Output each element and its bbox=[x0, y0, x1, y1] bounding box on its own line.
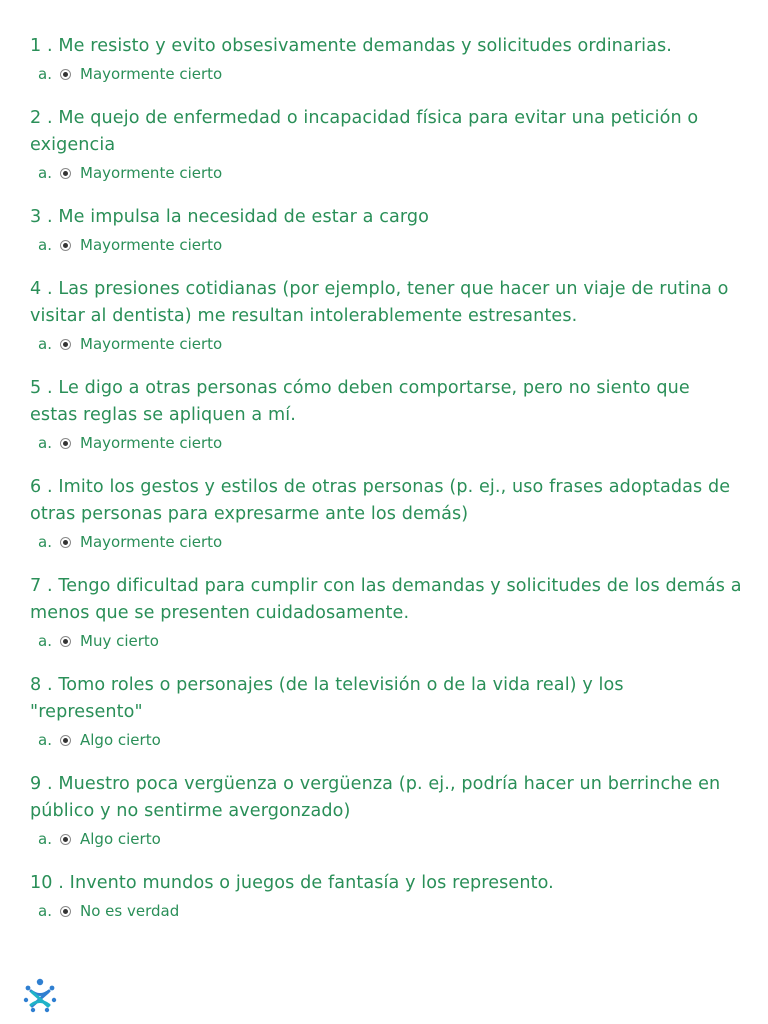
option-letter: a. bbox=[38, 434, 52, 452]
option-letter: a. bbox=[38, 335, 52, 353]
question-text: 3 . Me impulsa la necesidad de estar a cargo bbox=[30, 207, 430, 227]
question-text: 10 . Invento mundos o juegos de fantasía y los represento. bbox=[30, 873, 554, 893]
option-letter: a. bbox=[38, 632, 52, 650]
radio-selected-icon[interactable] bbox=[60, 69, 71, 80]
answer-label: Mayormente cierto bbox=[80, 335, 223, 353]
answer-label: Mayormente cierto bbox=[80, 65, 223, 83]
question-item bbox=[30, 105, 742, 183]
question-text: 1 . Me resisto y evito obsesivamente demandas y solicitudes ordinarias. bbox=[30, 36, 672, 56]
option-letter: a. bbox=[38, 902, 52, 920]
question-item bbox=[30, 375, 742, 453]
answer-label: Mayormente cierto bbox=[80, 236, 223, 254]
answer-option[interactable] bbox=[30, 631, 742, 651]
answer-label: Algo cierto bbox=[80, 830, 161, 848]
option-letter: a. bbox=[38, 164, 52, 182]
answer-label: No es verdad bbox=[80, 902, 180, 920]
answer-option[interactable] bbox=[30, 163, 742, 183]
question-text: 2 . Me quejo de enfermedad o incapacidad física para evitar una petición o exigencia bbox=[30, 108, 699, 155]
radio-selected-icon[interactable] bbox=[60, 240, 71, 251]
radio-selected-icon[interactable] bbox=[60, 906, 71, 917]
question-text: 4 . Las presiones cotidianas (por ejemplo, tener que hacer un viaje de rutina o visitar al dentista) me resultan intolerablemente estresantes. bbox=[30, 279, 729, 326]
question-text: 9 . Muestro poca vergüenza o vergüenza (p. ej., podría hacer un berrinche en público y no sentirme avergonzado) bbox=[30, 774, 721, 821]
question-item bbox=[30, 204, 742, 255]
answer-option[interactable] bbox=[30, 433, 742, 453]
logo-icon bbox=[20, 976, 60, 1016]
answer-label: Mayormente cierto bbox=[80, 434, 223, 452]
radio-selected-icon[interactable] bbox=[60, 735, 71, 746]
question-text: 6 . Imito los gestos y estilos de otras personas (p. ej., uso frases adoptadas de otras personas para expresarme ante los demás) bbox=[30, 477, 731, 524]
radio-selected-icon[interactable] bbox=[60, 636, 71, 647]
option-letter: a. bbox=[38, 731, 52, 749]
radio-selected-icon[interactable] bbox=[60, 537, 71, 548]
question-text: 5 . Le digo a otras personas cómo deben comportarse, pero no siento que estas reglas se apliquen a mí. bbox=[30, 378, 690, 425]
answer-option[interactable] bbox=[30, 829, 742, 849]
answer-label: Mayormente cierto bbox=[80, 164, 223, 182]
question-item bbox=[30, 276, 742, 354]
option-letter: a. bbox=[38, 830, 52, 848]
answer-option[interactable] bbox=[30, 901, 742, 921]
question-item bbox=[30, 573, 742, 651]
question-text: 8 . Tomo roles o personajes (de la televisión o de la vida real) y los "represento" bbox=[30, 675, 624, 722]
radio-selected-icon[interactable] bbox=[60, 168, 71, 179]
question-text: 7 . Tengo dificultad para cumplir con las demandas y solicitudes de los demás a menos que se presenten cuidadosamente. bbox=[30, 576, 742, 623]
question-item bbox=[30, 771, 742, 849]
answer-label: Muy cierto bbox=[80, 632, 159, 650]
option-letter: a. bbox=[38, 236, 52, 254]
radio-selected-icon[interactable] bbox=[60, 438, 71, 449]
option-letter: a. bbox=[38, 533, 52, 551]
answer-label: Mayormente cierto bbox=[80, 533, 223, 551]
answer-option[interactable] bbox=[30, 532, 742, 552]
answer-label: Algo cierto bbox=[80, 731, 161, 749]
answer-option[interactable] bbox=[30, 730, 742, 750]
radio-selected-icon[interactable] bbox=[60, 339, 71, 350]
radio-selected-icon[interactable] bbox=[60, 834, 71, 845]
option-letter: a. bbox=[38, 65, 52, 83]
answer-option[interactable] bbox=[30, 64, 742, 84]
answer-option[interactable] bbox=[30, 235, 742, 255]
answer-option[interactable] bbox=[30, 334, 742, 354]
question-item bbox=[30, 870, 742, 921]
question-item bbox=[30, 672, 742, 750]
question-item bbox=[30, 33, 742, 84]
questionnaire-list bbox=[30, 33, 742, 942]
question-item bbox=[30, 474, 742, 552]
